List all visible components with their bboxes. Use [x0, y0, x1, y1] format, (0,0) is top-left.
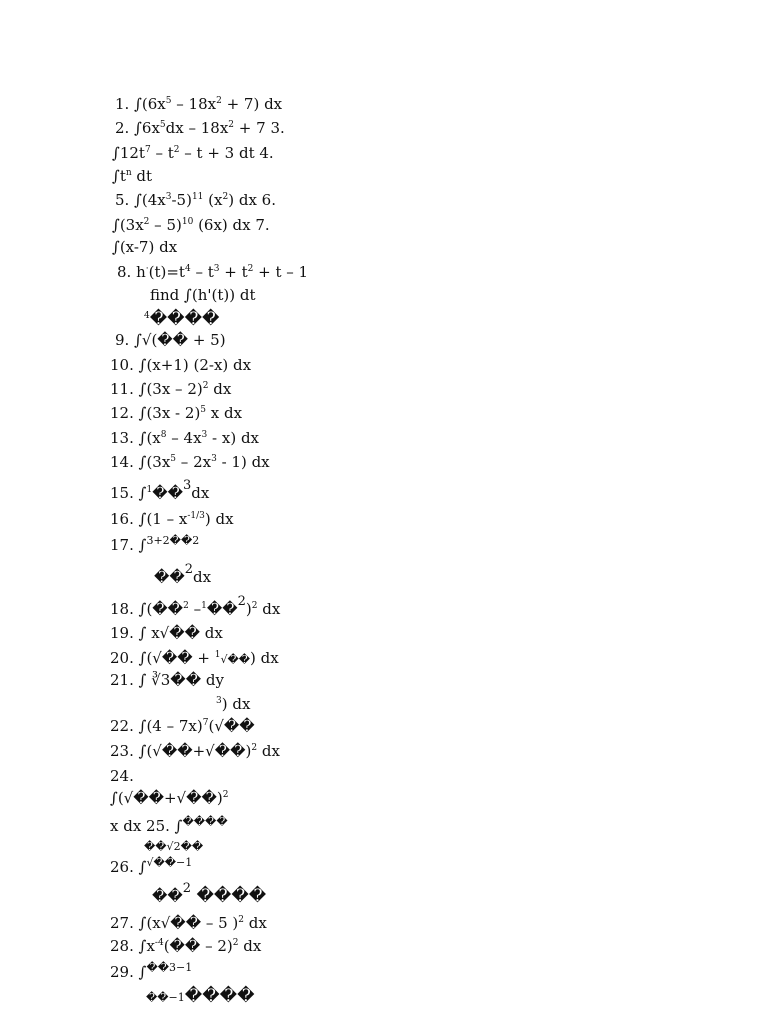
problem-4: $\int t^n$ dt: [112, 167, 153, 185]
problem-29: 29. ∫$^{��3-1}$: [110, 961, 193, 981]
problem-13: 13. $\int(x^8 - 4x^3 - x)$ dx: [110, 429, 260, 447]
problem-25: x dx 25. ∫����: [110, 815, 228, 835]
problem-2: 2. $\int 6x^5dx - 18x^2 + 7$ 3.: [115, 119, 285, 137]
problem-25-denominator: ��√2��: [144, 840, 204, 853]
problem-21: 21. ∫ ∛3�� dy: [110, 671, 224, 689]
problem-24-number: 24.: [110, 767, 134, 785]
problem-26-denominator: ��$^2$ ����: [152, 881, 267, 906]
problem-28: 28. $\int x^{-4}(�� - 2)^2$ dx: [110, 937, 262, 955]
problem-16: 16. $\int(1 - x^{-1/3})$ dx: [110, 510, 234, 528]
problem-22-tail: $^3$) dx: [216, 695, 251, 713]
problem-7: ∫(x-7) dx: [112, 238, 178, 256]
problem-5: 5. $\int(4x^3-5)^{11}$ $(x^2)$ dx 6.: [115, 191, 276, 209]
problem-20: 20. ∫(√�� + $^1$√��) dx: [110, 649, 279, 667]
problem-19: 19. ∫ x√�� dx: [110, 624, 223, 642]
problem-15: 15. ∫$^1$��$^3$dx: [110, 478, 210, 502]
problem-29-denominator: ��−1����: [146, 986, 255, 1006]
problem-11: 11. ∫(3x – 2)$^2$ dx: [110, 380, 232, 398]
problem-1: 1. $\int(6x^5 - 18x^2 + 7)$ dx: [115, 95, 283, 113]
problem-17-denominator: ��$^2$dx: [154, 562, 212, 586]
problem-18: 18. ∫(��$^2$ –$^1$��$^2$)$^2$ dx: [110, 594, 281, 618]
garbled-line-1: $^4$����: [144, 309, 220, 329]
problem-17: 17. ∫$^{3+2��2}$: [110, 534, 200, 554]
problem-6: $\int(3x^2 - 5)^{10}$ (6x) dx 7.: [112, 216, 270, 234]
problem-22: 22. ∫(4 – 7x)$^7$(√��: [110, 717, 255, 735]
problem-14: 14. $\int(3x^5 - 2x^3 - 1)$ dx: [110, 453, 270, 471]
problem-8: 8. $h^\cdot(t)=t^4 - t^3 + t^2 + t - 1$: [117, 263, 309, 281]
problem-26: 26. ∫$^{√��-1}$: [110, 856, 193, 876]
problem-27: 27. ∫(x√�� – 5 )$^2$ dx: [110, 914, 267, 932]
problem-24: ∫(√��+√��)$^2$: [110, 789, 229, 807]
problem-3: $\int 12t^7 - t^2 - t + 3$ dt 4.: [112, 144, 274, 162]
problem-9: 9. ∫√(�� + 5): [115, 331, 226, 349]
problem-12: 12. ∫(3x - 2)$^5$ x dx: [110, 404, 243, 422]
problem-10: 10. ∫(x+1) (2-x) dx: [110, 356, 252, 374]
problem-8-find: find ∫(h'(t)) dt: [150, 286, 256, 304]
problem-23: 23. ∫(√��+√��)$^2$ dx: [110, 742, 280, 760]
